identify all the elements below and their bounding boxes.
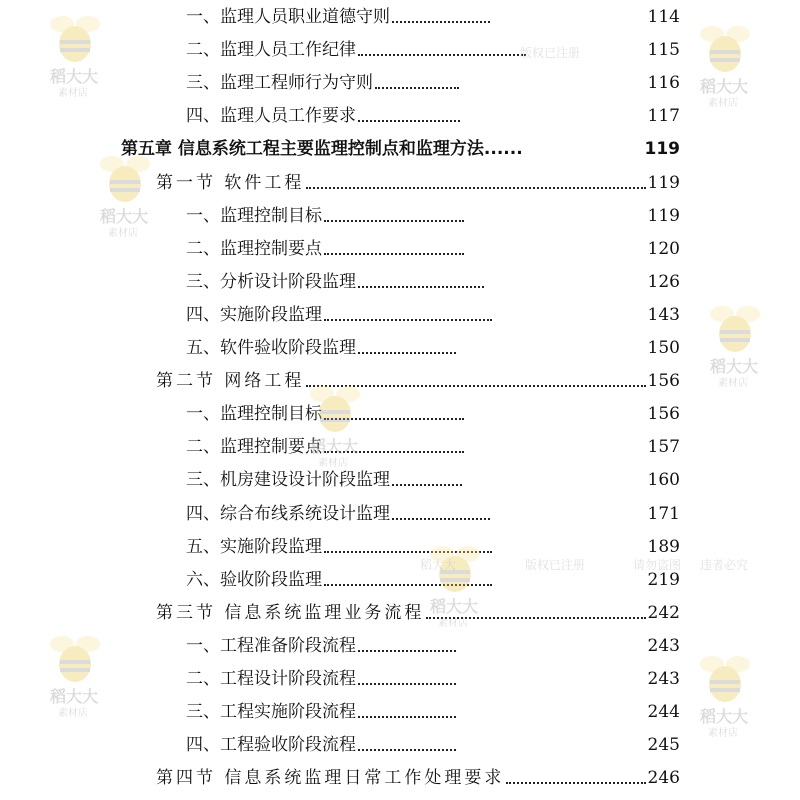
toc-entry-label: 第四节 信息系统监理日常工作处理要求 xyxy=(156,768,505,789)
watermark-notice: 版权已注册 xyxy=(520,46,581,60)
toc-entry-page-number: 171 xyxy=(647,503,680,524)
toc-subsection-entry[interactable] xyxy=(186,35,680,61)
toc-entry-leader xyxy=(324,584,492,586)
toc-entry-label: 五、软件验收阶段监理 xyxy=(186,338,356,358)
toc-entry-leader xyxy=(392,484,462,486)
toc-entry-page-number: 189 xyxy=(647,536,680,557)
toc-entry-label: 三、机房建设设计阶段监理 xyxy=(186,470,390,491)
watermark-brand-subtitle: 素材店 xyxy=(718,378,748,389)
toc-entry-label: 一、工程准备阶段流程 xyxy=(186,635,356,656)
toc-entry-page-number: 242 xyxy=(647,602,680,623)
toc-entry-label: 二、监理控制要点 xyxy=(186,437,322,458)
toc-entry-leader xyxy=(324,253,464,255)
toc-entry-label: 一、监理控制目标 xyxy=(186,205,322,226)
toc-entry-leader xyxy=(324,551,492,553)
toc-entry-leader xyxy=(358,352,456,354)
toc-entry-leader xyxy=(324,220,464,222)
toc-subsection-entry[interactable] xyxy=(186,2,680,28)
watermark-brand-name: 稻大大 xyxy=(310,437,359,456)
watermark-brand-subtitle: 素材店 xyxy=(108,228,138,239)
toc-subsection-entry[interactable] xyxy=(186,201,680,227)
toc-subsection-entry[interactable] xyxy=(186,300,680,326)
toc-entry-label: 第一节 软件工程 xyxy=(156,172,305,193)
toc-entry-dots: ...... xyxy=(483,139,523,160)
watermark-brand-name: 稻大大 xyxy=(430,597,479,616)
watermark-brand-subtitle: 素材店 xyxy=(318,458,348,469)
toc-section-entry[interactable] xyxy=(156,763,680,789)
toc-entry-label: 三、监理工程师行为守则 xyxy=(186,73,373,94)
toc-subsection-entry[interactable] xyxy=(186,532,680,558)
toc-subsection-entry[interactable] xyxy=(186,465,680,491)
toc-entry-leader xyxy=(426,617,645,619)
watermark-brand-name: 稻大大 xyxy=(50,67,99,86)
toc-entry-leader xyxy=(306,187,645,189)
toc-entry-page-number: 116 xyxy=(647,73,680,94)
watermark-brand-name: 稻大大 xyxy=(710,357,759,376)
toc-entry-leader xyxy=(358,650,456,652)
toc-subsection-entry[interactable] xyxy=(186,267,680,293)
toc-entry-label: 第五章 信息系统工程主要监理控制点和监理方法 xyxy=(121,139,484,160)
toc-section-entry[interactable] xyxy=(156,168,680,194)
toc-subsection-entry[interactable] xyxy=(186,697,680,723)
toc-entry-page-number: 156 xyxy=(647,371,680,392)
toc-subsection-entry[interactable] xyxy=(186,101,680,127)
toc-entry-label: 六、验收阶段监理 xyxy=(186,569,322,590)
toc-entry-leader xyxy=(392,518,490,520)
toc-entry-page-number: 119 xyxy=(647,172,680,193)
toc-subsection-entry[interactable] xyxy=(186,631,680,657)
toc-entry-leader xyxy=(392,21,490,23)
toc-entry-page-number: 244 xyxy=(647,702,680,723)
toc-entry-label: 四、监理人员工作要求 xyxy=(186,106,356,127)
watermark-brand-subtitle: 素材店 xyxy=(58,88,88,99)
watermark-brand-name: 稻大大 xyxy=(700,77,749,96)
toc-entry-page-number: 245 xyxy=(647,735,680,756)
toc-entry-leader xyxy=(358,716,456,718)
toc-entry-leader xyxy=(306,385,645,387)
toc-entry-label: 四、综合布线系统设计监理 xyxy=(186,503,390,524)
toc-entry-page-number: 246 xyxy=(647,768,680,789)
toc-entry-page-number: 119 xyxy=(647,205,680,226)
toc-entry-page-number: 243 xyxy=(647,635,680,656)
toc-entry-label: 四、实施阶段监理 xyxy=(186,304,322,325)
toc-subsection-entry[interactable] xyxy=(186,499,680,525)
watermark-brand-subtitle: 素材店 xyxy=(708,98,738,109)
toc-subsection-entry[interactable] xyxy=(186,333,680,359)
toc-section-entry[interactable] xyxy=(156,366,680,392)
watermark-brand-name: 稻大大 xyxy=(100,207,149,226)
toc-entry-page-number: 115 xyxy=(647,40,680,61)
toc-entry-leader xyxy=(358,120,460,122)
watermark-brand-subtitle: 素材店 xyxy=(438,618,468,629)
toc-entry-leader xyxy=(358,54,526,56)
toc-entry-label: 第三节 信息系统监理业务流程 xyxy=(156,602,425,623)
toc-entry-leader xyxy=(506,782,645,784)
watermark-notice: 版权已注册 xyxy=(525,558,586,572)
toc-entry-label: 一、监理控制目标 xyxy=(186,404,322,425)
toc-entry-label: 二、工程设计阶段流程 xyxy=(186,669,356,689)
toc-chapter-entry[interactable] xyxy=(121,134,680,160)
toc-entry-page-number: 243 xyxy=(647,669,680,689)
toc-entry-page-number: 156 xyxy=(647,404,680,425)
toc-subsection-entry[interactable] xyxy=(186,68,680,94)
toc-entry-leader xyxy=(358,683,456,685)
toc-entry-page-number: 160 xyxy=(647,470,680,491)
toc-entry-page-number: 119 xyxy=(644,139,680,160)
toc-entry-leader xyxy=(324,418,464,420)
watermark-brand-subtitle: 素材店 xyxy=(708,728,738,739)
watermark-brand-name: 稻大大 xyxy=(700,707,749,726)
toc-entry-page-number: 120 xyxy=(647,238,680,259)
toc-section-entry[interactable] xyxy=(156,598,680,624)
toc-entry-label: 三、分析设计阶段监理 xyxy=(186,271,356,292)
toc-entry-leader xyxy=(358,286,484,288)
toc-entry-label: 三、工程实施阶段流程 xyxy=(186,702,356,723)
toc-entry-page-number: 219 xyxy=(647,569,680,590)
toc-entry-leader xyxy=(375,87,459,89)
toc-entry-label: 五、实施阶段监理 xyxy=(186,536,322,557)
toc-entry-page-number: 117 xyxy=(647,106,680,127)
toc-entry-label: 一、监理人员职业道德守则 xyxy=(186,7,390,27)
toc-entry-leader xyxy=(358,749,456,751)
toc-entry-leader xyxy=(324,451,464,453)
watermark-brand-subtitle: 素材店 xyxy=(58,708,88,719)
toc-entry-page-number: 126 xyxy=(647,271,680,292)
toc-entry-label: 第二节 网络工程 xyxy=(156,371,305,392)
toc-subsection-entry[interactable] xyxy=(186,399,680,425)
toc-subsection-entry[interactable] xyxy=(186,234,680,260)
toc-entry-page-number: 143 xyxy=(647,304,680,325)
toc-entry-label: 二、监理人员工作纪律 xyxy=(186,40,356,61)
toc-subsection-entry[interactable] xyxy=(186,432,680,458)
toc-subsection-entry[interactable] xyxy=(186,664,680,690)
watermark-notice: 违者必究 xyxy=(700,558,749,572)
toc-entry-page-number: 157 xyxy=(647,437,680,458)
toc-entry-page-number: 114 xyxy=(647,7,680,27)
watermark-brand-name: 稻大大 xyxy=(50,687,99,706)
watermark-notice: 请勿盗图 xyxy=(633,558,682,572)
watermark-notice: 稻大大 xyxy=(420,558,457,572)
toc-entry-label: 四、工程验收阶段流程 xyxy=(186,735,356,756)
toc-entry-leader xyxy=(324,319,492,321)
toc-entry-label: 二、监理控制要点 xyxy=(186,238,322,259)
toc-entry-page-number: 150 xyxy=(647,338,680,358)
toc-subsection-entry[interactable] xyxy=(186,730,680,756)
